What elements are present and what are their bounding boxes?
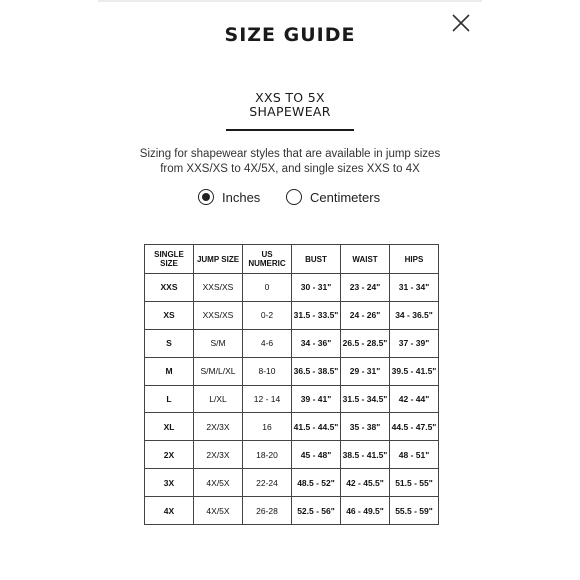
single-size-cell: 2X — [145, 441, 194, 469]
top-divider — [98, 0, 482, 2]
table-row — [145, 441, 439, 469]
waist-cell: 29 - 31" — [341, 357, 390, 385]
waist-cell: 46 - 49.5" — [341, 497, 390, 525]
centimeters-radio[interactable] — [286, 189, 380, 205]
subtitle-underline — [226, 129, 354, 131]
table-row — [145, 497, 439, 525]
header-hips: HIPS — [390, 245, 439, 274]
single-size-cell: 4X — [145, 497, 194, 525]
single-size-cell: 3X — [145, 469, 194, 497]
hips-cell: 37 - 39" — [390, 329, 439, 357]
us-numeric-cell: 0-2 — [243, 301, 292, 329]
hips-cell: 42 - 44" — [390, 385, 439, 413]
waist-cell: 42 - 45.5" — [341, 469, 390, 497]
bust-cell: 34 - 36" — [292, 329, 341, 357]
section-subtitle — [0, 91, 580, 119]
us-numeric-cell: 18-20 — [243, 441, 292, 469]
description — [0, 147, 580, 177]
bust-cell: 31.5 - 33.5" — [292, 301, 341, 329]
header-jump-size: JUMP SIZE — [194, 245, 243, 274]
single-size-cell: L — [145, 385, 194, 413]
single-size-cell: XS — [145, 301, 194, 329]
table-row — [145, 301, 439, 329]
waist-cell: 31.5 - 34.5" — [341, 385, 390, 413]
table-row — [145, 385, 439, 413]
inches-label: Inches — [222, 189, 261, 205]
jump-size-cell: 4X/5X — [194, 469, 243, 497]
us-numeric-cell: 16 — [243, 413, 292, 441]
hips-cell: 31 - 34" — [390, 274, 439, 302]
description-line-1: Sizing for shapewear styles that are available in jump sizes — [139, 148, 441, 160]
us-numeric-cell: 12 - 14 — [243, 385, 292, 413]
bust-cell: 45 - 48" — [292, 441, 341, 469]
waist-cell: 26.5 - 28.5" — [341, 329, 390, 357]
radio-unselected-icon — [286, 189, 302, 205]
hips-cell: 39.5 - 41.5" — [390, 357, 439, 385]
bust-cell: 52.5 - 56" — [292, 497, 341, 525]
us-numeric-cell: 0 — [243, 274, 292, 302]
table-header-row — [145, 245, 439, 274]
waist-cell: 23 - 24" — [341, 274, 390, 302]
hips-cell: 44.5 - 47.5" — [390, 413, 439, 441]
jump-size-cell: L/XL — [194, 385, 243, 413]
bust-cell: 30 - 31" — [292, 274, 341, 302]
header-bust: BUST — [292, 245, 341, 274]
hips-cell: 48 - 51" — [390, 441, 439, 469]
waist-cell: 24 - 26" — [341, 301, 390, 329]
jump-size-cell: 2X/3X — [194, 413, 243, 441]
header-waist: WAIST — [341, 245, 390, 274]
single-size-cell: XXS — [145, 274, 194, 302]
table-row — [145, 469, 439, 497]
size-table-body — [145, 274, 439, 525]
size-table-container — [144, 244, 439, 525]
bust-cell: 39 - 41" — [292, 385, 341, 413]
single-size-cell: M — [145, 357, 194, 385]
jump-size-cell: S/M/L/XL — [194, 357, 243, 385]
radio-selected-icon — [198, 189, 214, 205]
single-size-cell: XL — [145, 413, 194, 441]
bust-cell: 36.5 - 38.5" — [292, 357, 341, 385]
unit-toggle — [0, 189, 580, 211]
waist-cell: 35 - 38" — [341, 413, 390, 441]
jump-size-cell: XXS/XS — [194, 274, 243, 302]
us-numeric-cell: 4-6 — [243, 329, 292, 357]
table-row — [145, 357, 439, 385]
us-numeric-cell: 8-10 — [243, 357, 292, 385]
jump-size-cell: 2X/3X — [194, 441, 243, 469]
bust-cell: 41.5 - 44.5" — [292, 413, 341, 441]
header-us-numeric: US NUMERIC — [243, 245, 292, 274]
inches-radio[interactable] — [198, 189, 260, 205]
us-numeric-cell: 26-28 — [243, 497, 292, 525]
centimeters-label: Centimeters — [310, 189, 381, 205]
description-line-2: from XXS/XS to 4X/5X, and single sizes XXS to 4X — [160, 163, 420, 175]
table-row — [145, 329, 439, 357]
subtitle-line-2: SHAPEWEAR — [249, 104, 331, 119]
waist-cell: 38.5 - 41.5" — [341, 441, 390, 469]
table-row — [145, 274, 439, 302]
bust-cell: 48.5 - 52" — [292, 469, 341, 497]
table-row — [145, 413, 439, 441]
jump-size-cell: S/M — [194, 329, 243, 357]
us-numeric-cell: 22-24 — [243, 469, 292, 497]
jump-size-cell: 4X/5X — [194, 497, 243, 525]
modal-title: SIZE GUIDE — [224, 24, 356, 46]
jump-size-cell: XXS/XS — [194, 301, 243, 329]
hips-cell: 55.5 - 59" — [390, 497, 439, 525]
hips-cell: 51.5 - 55" — [390, 469, 439, 497]
header-single-size: SINGLE SIZE — [145, 245, 194, 274]
single-size-cell: S — [145, 329, 194, 357]
size-table — [144, 244, 439, 525]
subtitle-line-1: XXS TO 5X — [255, 90, 325, 105]
hips-cell: 34 - 36.5" — [390, 301, 439, 329]
